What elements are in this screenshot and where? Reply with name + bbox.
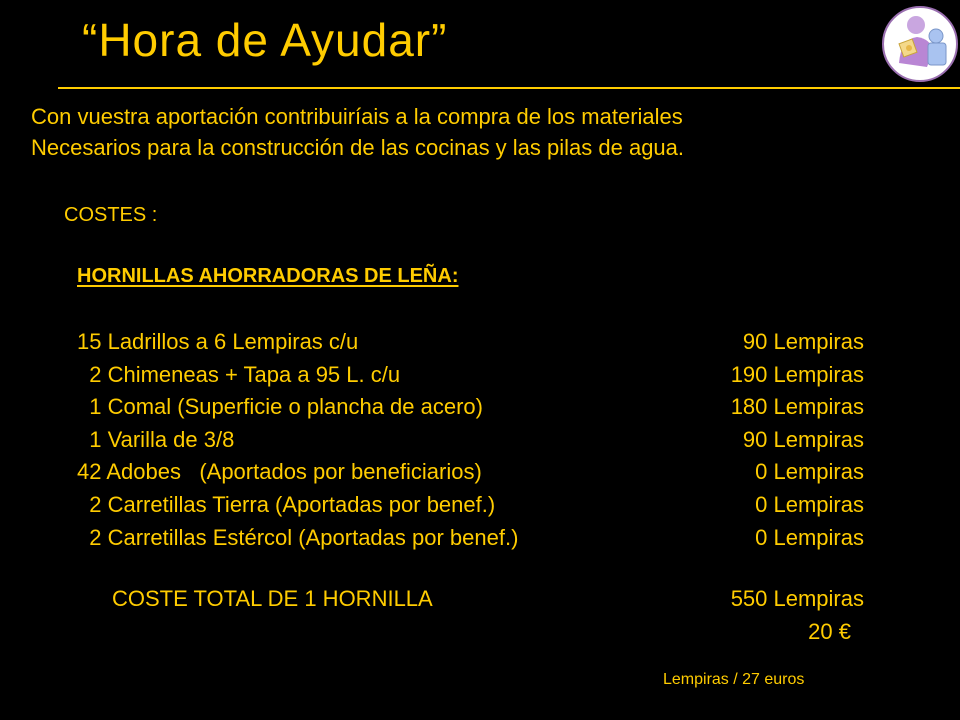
section-heading: HORNILLAS AHORRADORAS DE LEÑA: xyxy=(77,265,459,287)
cost-row xyxy=(77,424,864,457)
cost-table xyxy=(77,326,864,554)
cost-item-description: 2 Chimeneas + Tapa a 95 L. c/u xyxy=(77,361,401,387)
cost-row xyxy=(77,391,864,424)
cost-row xyxy=(77,456,864,489)
euro-row xyxy=(77,616,864,649)
total-label: COSTE TOTAL DE 1 HORNILLA xyxy=(112,586,433,611)
people-helping-icon xyxy=(881,5,959,83)
cost-item-description: 1 Varilla de 3/8 xyxy=(77,426,235,452)
exchange-rate-footnote: Lempiras / 27 euros xyxy=(663,671,805,688)
cost-item-amount: 90 Lempiras xyxy=(742,329,864,354)
intro-line-1: Con vuestra aportación contribuiríais a la compra de los materiales xyxy=(31,104,683,129)
intro-text xyxy=(31,101,684,163)
cost-item-amount: 0 Lempiras xyxy=(755,459,864,485)
cost-item-description: 2 Carretillas Estércol (Aportadas por benef.) xyxy=(77,524,519,550)
cost-item-description: 2 Carretillas Tierra (Aportadas por benef.) xyxy=(77,491,496,517)
cost-item-description: 42 Adobes (Aportados por beneficiarios) xyxy=(77,459,482,485)
cost-row xyxy=(77,522,864,555)
costs-label: COSTES : xyxy=(64,204,158,226)
total-amount: 550 Lempiras xyxy=(730,586,864,611)
cost-item-description: 15 Ladrillos a 6 Lempiras c/u xyxy=(77,329,359,354)
cost-row xyxy=(77,489,864,522)
slide-title: “Hora de Ayudar” xyxy=(82,14,448,66)
intro-line-2: Necesarios para la construcción de las cocinas y las pilas de agua. xyxy=(31,135,685,160)
total-euro-amount: 20 € xyxy=(808,618,851,644)
title-divider xyxy=(58,87,960,89)
cost-row xyxy=(77,326,864,359)
total-row xyxy=(77,583,864,616)
cost-row xyxy=(77,359,864,392)
cost-item-description: 1 Comal (Superficie o plancha de acero) xyxy=(77,394,483,420)
cost-item-amount: 90 Lempiras xyxy=(742,426,864,452)
cost-item-amount: 0 Lempiras xyxy=(755,524,864,550)
cost-item-amount: 190 Lempiras xyxy=(730,361,864,387)
cost-item-amount: 180 Lempiras xyxy=(730,394,864,420)
total-block xyxy=(77,583,864,648)
cost-item-amount: 0 Lempiras xyxy=(755,491,864,517)
